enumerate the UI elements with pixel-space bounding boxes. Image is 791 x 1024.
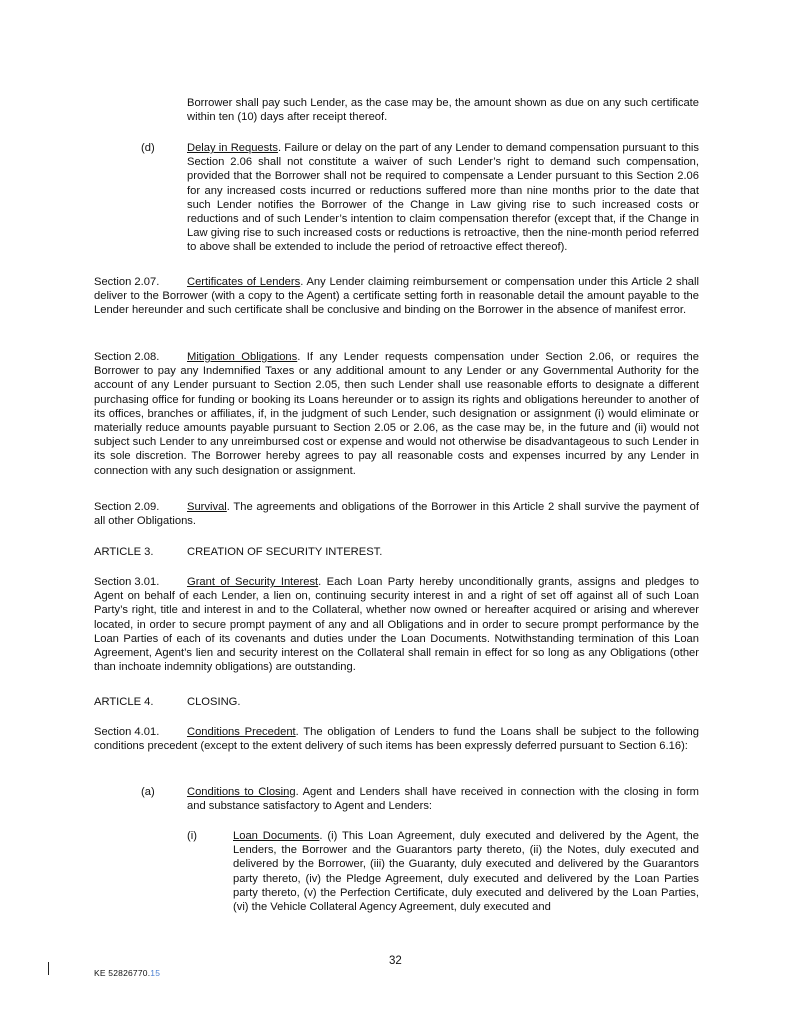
clause-a-heading: Conditions to Closing [187,786,296,798]
article-title: CREATION OF SECURITY INTEREST. [187,546,383,558]
clause-d-heading: Delay in Requests [187,142,278,154]
section-heading: Mitigation Obligations [187,351,298,363]
article-number: ARTICLE 4. [94,696,154,708]
section-number: Section 4.01. [94,726,160,738]
section-heading: Survival [187,501,227,513]
section-number: Section 3.01. [94,576,160,588]
section-text: . The agreements and obligations of the Borrower in this Article 2 shall survive the payment of all other Obligations. [94,501,699,528]
clause-d-text: . Failure or delay on the part of any Lender to demand compensation pursuant to this Section 2.06 shall not constitute a waiver of such Lender’s right to demand such compensation, provided that the Borrower shall not be required to compensate a Lender pursuant to this Section 2.06 for any increased costs incurred or reductions suffered more than nine months prior to the date that such Lender notifies the Borrower of the Change in Law giving rise to such increased costs or reductions and of such Lender’s intention to claim compensation therefor (except that, if the Change in Law giving rise to such increased costs or reductions is retroactive, then the nine-month period referred to above shall be extended to include the period of retroactive effect thereof). [187,142,699,254]
section-3-01 [94,575,699,674]
section-2-07 [94,275,699,318]
change-bar [48,962,49,975]
section-text: . Each Loan Party hereby unconditionally grants, assigns and pledges to Agent on behalf of each Lender, a lien on, continuing security interest in and a right of set off against all of such Loan Party’s right, title and interest in and to the Collateral, whether now owned or hereafter acquired or arising and wherever located, in order to secure prompt payment of any and all Obligations and in order to secure prompt performance by the Loan Parties of each of its covenants and duties under the Loan Documents. Notwithstanding termination of this Loan Agreement, Agent’s lien and security interest on the Collateral shall remain in effect for so long as any Obligations (other than inchoate indemnity obligations) are outstanding. [94,576,700,674]
section-text: . Any Lender claiming reimbursement or compensation under this Article 2 shall deliver to the Borrower (with a copy to the Agent) a certificate setting forth in reasonable detail the amount payable to the Lender hereunder and such certificate shall be conclusive and binding on the Borrower in the absence of manifest error. [94,276,699,317]
document-id-main: KE 52826770. [94,968,151,978]
article-3-heading [94,545,382,559]
article-number: ARTICLE 3. [94,546,154,558]
section-number: Section 2.08. [94,351,160,363]
section-text: . The obligation of Lenders to fund the Loans shall be subject to the following conditions precedent (except to the extent delivery of such items has been expressly deferred pursuant to Section 6.16): [94,726,699,753]
document-id-suffix: 15 [150,968,161,978]
document-id [94,966,160,980]
article-4-heading [94,695,240,709]
section-2-09 [94,500,699,528]
section-heading: Grant of Security Interest [187,576,319,588]
clause-i-heading: Loan Documents [233,830,320,842]
clause-i-text: . (i) This Loan Agreement, duly executed and delivered by the Agent, the Lenders, the Borrower and the Guarantors party thereto, (ii) the Notes, duly executed and delivered by the Borrower, (iii) the Guaranty, duly executed and delivered by the Guarantors party thereto, (iv) the Pledge Agreement, duly executed and delivered by the Loan Parties party thereto, (v) the Perfection Certificate, duly executed and delivered by the Loan Parties, (vi) the Vehicle Collateral Agency Agreement, duly executed and [233,830,699,914]
page-number: 32 [389,955,402,967]
clause-label-a: (a) [141,786,155,798]
clause-d [187,141,699,255]
section-4-01 [94,725,699,753]
section-number: Section 2.07. [94,276,160,288]
section-text: . If any Lender requests compensation under Section 2.06, or requires the Borrower to pay any Indemnified Taxes or any additional amount to any Lender or any Governmental Authority for the account of any Lender pursuant to Section 2.05, then such Lender shall use reasonable efforts to designate a different purchasing office for funding or booking its Loans hereunder or to assign its rights and obligations hereunder to another of its offices, branches or affiliates, if, in the judgment of such Lender, such designation or assignment (i) would eliminate or materially reduce amounts payable pursuant to Section 2.05 or 2.06, as the case may be, in the future and (ii) would not subject such Lender to any unreimbursed cost or expense and would not otherwise be disadvantageous to such Lender in its sole discretion. The Borrower hereby agrees to pay all reasonable costs and expenses incurred by any Lender in connection with any such designation or assignment. [94,351,699,477]
section-heading: Certificates of Lenders [187,276,301,288]
article-title: CLOSING. [187,696,241,708]
clause-i [233,829,699,914]
paragraph-continuation: Borrower shall pay such Lender, as the case may be, the amount shown as due on any such certificate within ten (10) days after receipt thereof. [187,97,699,124]
section-heading: Conditions Precedent [187,726,296,738]
clause-a [187,785,699,813]
section-2-08 [94,350,699,478]
clause-a-text: . Agent and Lenders shall have received in connection with the closing in form and substance satisfactory to Agent and Lenders: [187,786,699,813]
clause-label-i: (i) [187,830,197,842]
section-number: Section 2.09. [94,501,160,513]
clause-label-d: (d) [141,142,155,154]
